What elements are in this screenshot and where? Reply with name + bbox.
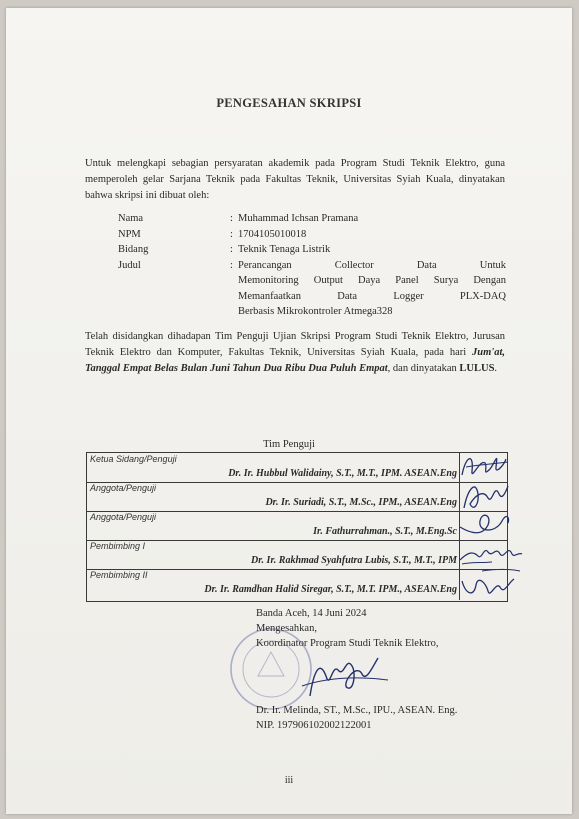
committee-role: Pembimbing II xyxy=(90,570,148,580)
committee-name: Ir. Fathurrahman., S.T., M.Eng.Sc xyxy=(313,526,457,537)
student-fields xyxy=(118,211,518,320)
committee-title: Tim Penguji xyxy=(263,439,315,450)
field-row-judul xyxy=(118,258,518,320)
committee-table xyxy=(86,452,508,602)
signature-cell xyxy=(459,569,507,600)
coordinator-signature xyxy=(296,646,396,708)
field-value: Teknik Tenaga Listrik xyxy=(238,244,331,255)
coordinator-nip: NIP. 197906102002122001 xyxy=(256,720,372,731)
committee-role: Pembimbing I xyxy=(90,541,146,551)
committee-role: Anggota/Penguji xyxy=(90,512,157,522)
field-colon: : xyxy=(230,213,233,224)
committee-row xyxy=(87,569,507,600)
approved-label: Mengesahkan, xyxy=(256,623,317,634)
committee-name: Dr. Ir. Rakhmad Syahfutra Lubis, S.T., M.T., IPM xyxy=(251,555,457,566)
coordinator-name: Dr. Ir. Melinda, ST., M.Sc., IPU., ASEAN. Eng. xyxy=(256,705,458,716)
defense-paragraph: Telah disidangkan dihadapan Tim Penguji Ujian Skripsi Program Studi Teknik Elektro, Jurusan Teknik Elektro dan Komputer, Fakultas Teknik, Universitas Syiah Kuala, pada hari Jum'at, Tanggal Empat Belas Bulan Juni Tahun Dua Ribu Dua Puluh Empat, dan dinyatakan LULUS. xyxy=(85,331,505,374)
result-label: LULUS xyxy=(459,363,495,374)
field-label: Judul xyxy=(118,259,141,271)
field-colon: : xyxy=(230,228,233,240)
field-label: Bidang xyxy=(118,244,149,255)
page-title: PENGESAHAN SKRIPSI xyxy=(216,96,362,110)
committee-row xyxy=(87,482,507,512)
committee-name: Dr. Ir. Ramdhan Halid Siregar, S.T., M.T. IPM., ASEAN.Eng xyxy=(204,584,457,595)
committee-row xyxy=(87,511,507,541)
field-colon: : xyxy=(230,259,233,271)
coordinator-position: Koordinator Program Studi Teknik Elektro, xyxy=(256,638,439,649)
committee-row xyxy=(87,540,507,570)
field-value: 1704105010018 xyxy=(238,228,307,240)
defense-date: Jum'at, Tanggal Empat Belas Bulan Juni Tahun Dua Ribu Dua Puluh Empat xyxy=(85,347,505,374)
place-date: Banda Aceh, 14 Juni 2024 xyxy=(256,608,367,619)
field-label: NPM xyxy=(118,228,141,240)
field-value-title: Perancangan Collector Data Untuk Memonitoring Output Daya Panel Surya Dengan Memanfaatkan Data Logger PLX-DAQ Berbasis Mikrokontroler Atmega328 xyxy=(238,259,506,317)
field-row-nama xyxy=(118,211,518,227)
committee-role: Ketua Sidang/Penguji xyxy=(90,454,177,464)
signature-mark xyxy=(452,561,524,607)
document-page xyxy=(6,8,572,814)
committee-name: Dr. Ir. Suriadi, S.T., M.Sc., IPM., ASEAN.Eng xyxy=(265,497,457,508)
field-value: Muhammad Ichsan Pramana xyxy=(238,213,359,224)
field-row-bidang xyxy=(118,242,518,258)
committee-name: Dr. Ir. Hubbul Walidainy, S.T., M.T., IPM. ASEAN.Eng xyxy=(228,468,457,479)
field-colon: : xyxy=(230,244,233,255)
field-row-npm xyxy=(118,227,518,243)
committee-role: Anggota/Penguji xyxy=(90,483,157,493)
field-label: Nama xyxy=(118,213,144,224)
committee-row xyxy=(87,453,507,483)
page-number: iii xyxy=(284,775,294,786)
intro-paragraph: Untuk melengkapi sebagian persyaratan akademik pada Program Studi Teknik Elektro, guna memperoleh gelar Sarjana Teknik pada Fakultas Teknik, Universitas Syiah Kuala, dinyatakan bahwa skripsi ini dibuat oleh: xyxy=(85,158,505,201)
